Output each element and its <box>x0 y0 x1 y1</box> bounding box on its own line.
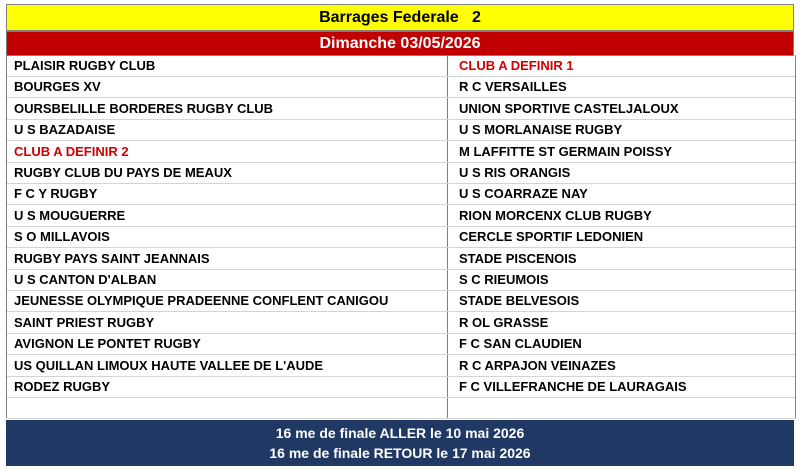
match-row[interactable] <box>7 119 795 141</box>
match-row[interactable] <box>7 269 795 291</box>
away-team: CLUB A DEFINIR 1 <box>459 58 574 73</box>
match-row[interactable] <box>7 55 795 77</box>
match-row[interactable] <box>7 162 795 184</box>
away-team: R C ARPAJON VEINAZES <box>459 357 616 373</box>
match-row[interactable] <box>7 98 795 120</box>
away-team: RION MORCENX CLUB RUGBY <box>459 207 652 223</box>
match-row[interactable] <box>7 183 795 205</box>
home-team: US QUILLAN LIMOUX HAUTE VALLEE DE L'AUDE <box>14 357 324 373</box>
home-team: PLAISIR RUGBY CLUB <box>14 58 156 73</box>
empty-row[interactable] <box>7 397 795 419</box>
match-row[interactable] <box>7 333 795 355</box>
schedule-footer[interactable] <box>6 420 794 466</box>
home-team: S O MILLAVOIS <box>14 229 110 245</box>
match-row[interactable] <box>7 141 795 163</box>
away-team: CERCLE SPORTIF LEDONIEN <box>459 229 644 245</box>
home-team: U S BAZADAISE <box>14 122 116 138</box>
home-team: U S CANTON D'ALBAN <box>14 272 157 287</box>
home-team: SAINT PRIEST RUGBY <box>14 314 155 330</box>
first-leg-date: 16 me de finale ALLER le 10 mai 2026 <box>275 425 525 441</box>
match-row[interactable] <box>7 376 795 398</box>
match-row[interactable] <box>7 355 795 377</box>
away-team: STADE PISCENOIS <box>459 250 577 266</box>
away-team: U S COARRAZE NAY <box>459 186 588 202</box>
home-team: RUGBY CLUB DU PAYS DE MEAUX <box>14 165 232 180</box>
away-team: S C RIEUMOIS <box>459 272 549 287</box>
away-team: F C SAN CLAUDIEN <box>459 336 582 352</box>
match-row[interactable] <box>7 248 795 270</box>
away-team: R OL GRASSE <box>459 314 549 330</box>
away-team: STADE BELVESOIS <box>459 293 580 309</box>
page-title[interactable]: Barrages Federale 2 <box>6 4 794 31</box>
matches-table <box>6 55 796 418</box>
home-team: OURSBELILLE BORDERES RUGBY CLUB <box>14 100 274 116</box>
away-team: M LAFFITTE ST GERMAIN POISSY <box>459 143 673 159</box>
away-team: F C VILLEFRANCHE DE LAURAGAIS <box>459 379 687 394</box>
second-leg-date: 16 me de finale RETOUR le 17 mai 2026 <box>269 445 531 461</box>
match-row[interactable] <box>7 290 795 312</box>
match-row[interactable] <box>7 76 795 98</box>
match-row[interactable] <box>7 226 795 248</box>
home-team: U S MOUGUERRE <box>14 207 126 223</box>
home-team: CLUB A DEFINIR 2 <box>14 143 129 159</box>
away-team: U S RIS ORANGIS <box>459 165 571 180</box>
home-team: AVIGNON LE PONTET RUGBY <box>14 336 201 352</box>
match-date[interactable]: Dimanche 03/05/2026 <box>6 31 794 56</box>
match-row[interactable] <box>7 312 795 334</box>
home-team: BOURGES XV <box>14 79 101 95</box>
home-team: RODEZ RUGBY <box>14 379 111 394</box>
home-team: RUGBY PAYS SAINT JEANNAIS <box>14 250 210 266</box>
away-team: U S MORLANAISE RUGBY <box>459 122 623 138</box>
match-row[interactable] <box>7 205 795 227</box>
home-team: JEUNESSE OLYMPIQUE PRADEENNE CONFLENT CANIGOU <box>14 293 389 309</box>
away-team: UNION SPORTIVE CASTELJALOUX <box>459 100 679 116</box>
away-team: R C VERSAILLES <box>459 79 567 95</box>
home-team: F C Y RUGBY <box>14 186 98 202</box>
